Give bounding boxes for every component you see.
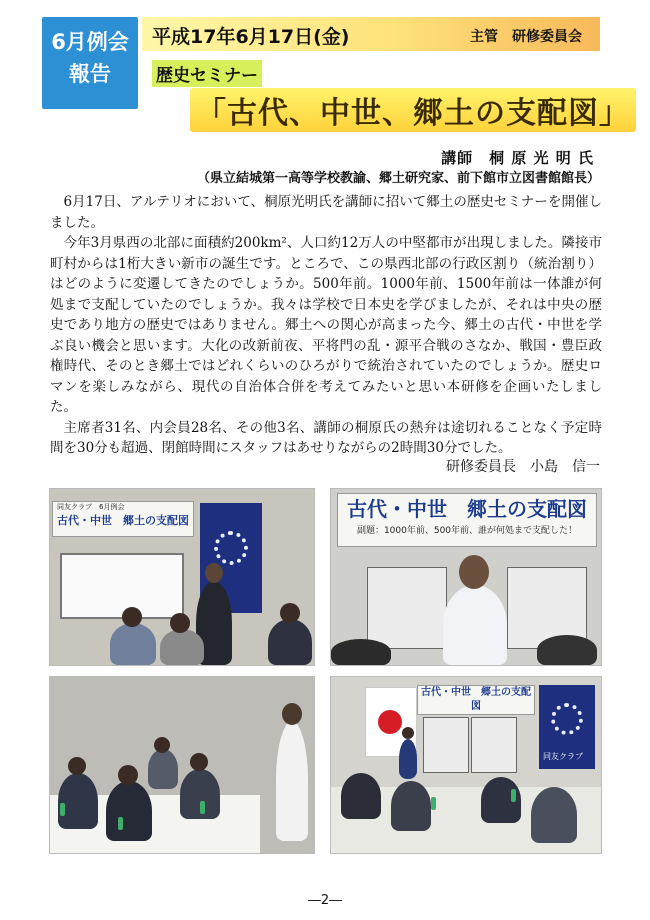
- badge-report: 報告: [69, 62, 111, 86]
- whiteboard: [60, 553, 184, 619]
- event-date: 平成17年6月17日(金): [152, 26, 350, 48]
- seminar-banner-room: 古代・中世 郷土の支配図: [417, 685, 535, 715]
- badge-month: 6月例会: [51, 30, 129, 54]
- lecturer-name: 講師 桐 原 光 明 氏: [441, 149, 594, 167]
- seminar-banner: 同友クラブ 6月例会 古代・中世 郷土の支配図: [52, 501, 194, 537]
- page-number: ―2―: [307, 893, 343, 908]
- article-body: [50, 192, 602, 459]
- club-emblem-room: 同友クラブ: [539, 685, 595, 769]
- paragraph: 6月17日、アルテリオにおいて、桐原光明氏を講師に招いて郷土の歴史セミナーを開催しました。: [50, 194, 602, 231]
- seminar-banner-large: 古代・中世 郷土の支配図 副題：1000年前、500年前、誰が何処まで支配した！: [337, 493, 597, 547]
- sponsor-label: 主管 研修委員会: [470, 29, 582, 45]
- report-badge: [42, 17, 138, 109]
- lecturer-affiliation: （県立結城第一高等学校教諭、郷土研究家、前下館市立図書館館長）: [196, 171, 600, 186]
- photo-lecturer-maps: [330, 488, 602, 666]
- photo-audience-question: [49, 676, 315, 854]
- paragraph: 主席者31名、内会員28名、その他3名、講師の桐原氏の熱弁は途切れることなく予定時間を30分も超過、閉館時間にスタッフはあせりながらの2時間30分でした。: [50, 419, 602, 456]
- photo-lecturer-speaking: [49, 488, 315, 666]
- page-title: 「古代、中世、郷土の支配図」: [190, 88, 636, 132]
- seminar-subtitle: 歴史セミナー: [152, 60, 262, 87]
- photo-room-overview: [330, 676, 602, 854]
- historical-map-left: [367, 567, 447, 649]
- signature: 研修委員長 小島 信一: [446, 459, 600, 475]
- paragraph: 今年3月県西の北部に面積約200km²、人口約12万人の中堅都市が出現しました。隣接市町村からは1桁大きい新市の誕生です。ところで、この県西北部の行政区割り（統治割り）はどのように変遷してきたのでしょうか。500年前。1000年前、1500年前は一体誰が何処まで支配していたのでしょうか。我々は学校で日本史を学びましたが、それは中央の歴史であり地方の歴史ではありません。郷土への関心が高まった今、郷土の古代・中世を学ぶ良い機会と思います。大化の改新前夜、平将門の乱・源平合戦のさなか、戦国・豊臣政権時代、そのとき郷土ではどれくらいのひろがりで統治されていたのでしょうか。歴史ロマンを楽しみながら、現代の自治体合併を考えてみたいと思い本研修を企画いたしました。: [50, 235, 602, 415]
